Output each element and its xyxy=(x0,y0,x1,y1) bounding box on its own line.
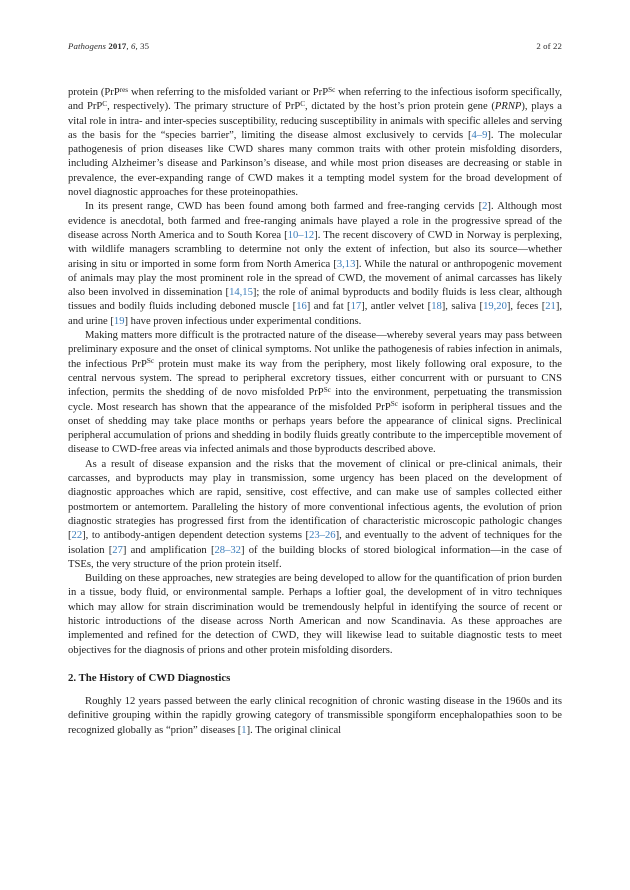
text-run: , dictated by the host’s prion protein gene ( xyxy=(305,101,495,113)
paragraph xyxy=(68,458,562,572)
paragraph xyxy=(68,86,562,200)
citation-link[interactable]: 2 xyxy=(482,201,488,213)
paragraph xyxy=(68,329,562,458)
citation-link[interactable]: 16 xyxy=(296,301,307,313)
text-run: ], saliva [ xyxy=(441,301,484,313)
paragraph xyxy=(68,200,562,329)
text-run: ], antler velvet [ xyxy=(361,301,432,313)
citation-link[interactable]: 17 xyxy=(350,301,362,313)
text-run: ] and amplification [ xyxy=(122,544,215,556)
citation-link[interactable]: 18 xyxy=(431,301,442,313)
citation-link[interactable]: 22 xyxy=(71,530,83,542)
paragraph xyxy=(68,572,562,658)
sup-text: Sc xyxy=(146,357,155,366)
running-head-journal xyxy=(68,41,149,51)
text-run: ] and fat [ xyxy=(306,301,351,313)
text-run: when referring to the misfolded variant or PrP xyxy=(128,87,329,98)
text-run: ], feces [ xyxy=(506,301,546,313)
text-run: protein must make its way from the periphery, most likely following oral exposure, to the central nervous system. The spread to peripheral excretory tissues, either concurrent with or pursuant to CNS infection, permits the shedding of de novo misfolded PrP xyxy=(68,358,562,399)
citation-link[interactable]: 27 xyxy=(112,544,123,556)
sup-text: C xyxy=(300,100,306,109)
running-head-page-number: 2 of 22 xyxy=(536,41,562,51)
text-run: ]. The molecular pathogenesis of prion diseases like CWD shares many common traits with other protein misfolding disorders, including Alzheimer’s disease and Parkinson’s disease, and while most prion diseases are decreasing or stable in prevalence, the ever-expanding range of CWD makes it a tempting model system for the broad development of novel diagnostic approaches for these proteinopathies. xyxy=(68,129,562,199)
text-run: when referring to the infectious isoform specifically, and PrP xyxy=(68,87,562,113)
text-run: ] have proven infectious under experimental conditions. xyxy=(124,315,362,327)
text-run: ], and eventually to the advent of techniques for the isolation [ xyxy=(68,530,562,556)
text-run: ]. Although most evidence is anecdotal, both farmed and free-ranging animals have played a role in the progressive spread of the disease across North America and to South Korea [ xyxy=(68,201,563,241)
text-run: , xyxy=(126,41,131,51)
text-run: Building on these approaches, new strategies are being developed to allow for the quantification of prion burden in a tissue, body fluid, or environmental sample. Perhaps a loftier goal, the development of in vitro techniques which may allow for strain discrimination would be tremendously helpful in identifying the source of recent or historic introductions of the disease across North American and now Scandinavia. As these approaches are implemented and refined for the detection of CWD, they will likewise lead to suitable diagnostic tests to meet objectives for the diagnosis of prions and other protein misfolding disorders. xyxy=(68,573,562,656)
citation-link[interactable]: 4–9 xyxy=(471,129,488,141)
text-run: ), plays a vital role in intra- and inter-species susceptibility, reducing susceptibility in animals with specific alleles and serving as the basis for the “species barrier”, limiting the disease almost exclusively to cervids [ xyxy=(68,101,562,141)
text-run: isoform in peripheral tissues and the onset of shedding may take place months or perhaps years before the appearance of clinical signs. Preclinical peripheral accumulation of prions and shedding in bodily fluids greatly contribute to the imperceptible movement of disease to CWD-free areas via infected animals and those byproducts described above. xyxy=(68,401,562,456)
citation-link[interactable]: 23–26 xyxy=(309,530,336,542)
i-text: 6 xyxy=(130,41,136,51)
sup-text: res xyxy=(119,85,129,94)
citation-link[interactable]: 19 xyxy=(113,315,125,327)
i-text: Pathogens xyxy=(68,41,107,51)
citation-link[interactable]: 19,20 xyxy=(483,301,507,313)
sup-text: Sc xyxy=(323,386,331,394)
text-run: , 35 xyxy=(135,41,150,51)
sup-text: C xyxy=(102,100,108,109)
b-text: 2017 xyxy=(108,41,127,51)
page-header xyxy=(68,41,562,51)
article-body xyxy=(68,86,562,738)
text-run: protein (PrP xyxy=(68,87,120,98)
text-run: ]. While the natural or anthropogenic movement of animals may play the most prominent role in the spread of CWD, the movement of animal carcasses has likely also been involved in dissemination [ xyxy=(68,258,562,299)
text-run: Making matters more difficult is the protracted nature of the disease—whereby several years may pass between preliminary exposure and the onset of clinical symptoms. Not unlike the pathogenesis of rabies infection in animals, the infectious PrP xyxy=(68,330,562,370)
sup-text: Sc xyxy=(390,400,398,409)
text-run: In its present range, CWD has been found among both farmed and free-ranging cervids [ xyxy=(85,201,483,213)
text-run: , respectively). The primary structure of PrP xyxy=(107,101,301,113)
sup-text: Sc xyxy=(328,85,336,94)
text-run: ], and urine [ xyxy=(68,301,563,327)
section-heading: 2. The History of CWD Diagnostics xyxy=(68,671,231,684)
text-run: ] of the building blocks of stored biological information—in the case of TSEs, the very structure of the prion protein itself. xyxy=(68,544,562,570)
text-run: ]; the role of animal byproducts and bodily fluids is less clear, although tissues and bodily fluids including deboned muscle [ xyxy=(68,287,562,313)
citation-link[interactable]: 1 xyxy=(241,724,247,736)
text-run: ]. The recent discovery of CWD in Norway is perplexing, with wildlife managers scrambling to determine not only the extent of infection, but also its source—whether arising in situ or imported in some form from North America [ xyxy=(68,229,562,270)
i-text: PRNP xyxy=(494,101,522,113)
citation-link[interactable]: 28–32 xyxy=(214,544,241,556)
citation-link[interactable]: 21 xyxy=(545,301,556,313)
text-run: into the environment, perpetuating the transmission cycle. Most research has shown that the appearance of the misfolded PrP xyxy=(68,387,562,413)
text-run: Roughly 12 years passed between the early clinical recognition of chronic wasting disease in the 1960s and its definitive grouping within the rapidly growing category of transmissible spongiform encephalopathies soon to be recognized globally as “prion” diseases [ xyxy=(68,696,562,736)
citation-link[interactable]: 14,15 xyxy=(229,287,253,299)
paragraph xyxy=(68,695,562,738)
text-run: ], to antibody-antigen dependent detection systems [ xyxy=(82,530,310,542)
citation-link[interactable]: 10–12 xyxy=(287,229,315,241)
text-run: As a result of disease expansion and the risks that the movement of clinical or pre-clinical animals, their carcasses, and byproducts may play in transmission, some urgency has been placed on the development of diagnostic approaches which are rapid, sensitive, cost effective, and can make use of samples collected either postmortem or antemortem. Paralleling the history of more conventional infectious agents, the evolution of prion diagnostic strategies has progressed first from the identification of characteristic microscopic pathologic changes [ xyxy=(68,458,562,542)
citation-link[interactable]: 3,13 xyxy=(336,258,356,270)
text-run: ]. The original clinical xyxy=(246,724,342,736)
